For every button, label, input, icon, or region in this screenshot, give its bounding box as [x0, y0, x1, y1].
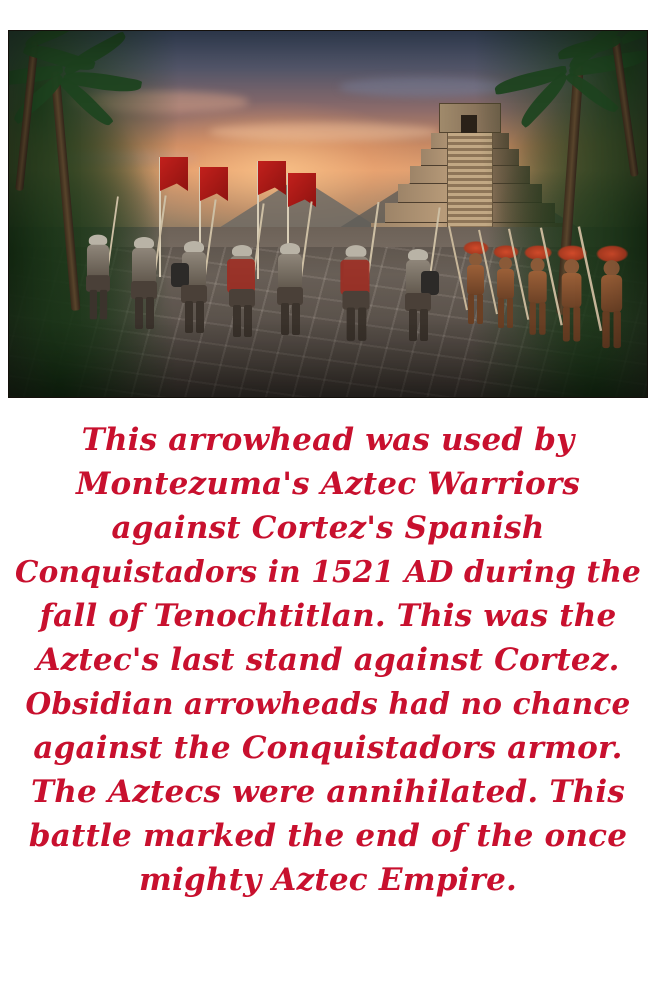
caption-line: battle marked the end of the once: [28, 818, 628, 854]
caption-line: Montezuma's Aztec Warriors: [75, 466, 580, 502]
torso: [467, 265, 484, 295]
caption-line: against the Conquistadors armor.: [33, 730, 623, 766]
leg: [100, 290, 107, 319]
caption-line: This arrowhead was used by: [81, 422, 575, 458]
conquistador: [82, 235, 113, 320]
caption-line: Conquistadors in 1521 AD during the: [14, 554, 641, 589]
red-cape: [227, 259, 255, 293]
caption-line: Aztec's last stand against Cortez.: [36, 642, 620, 678]
caption-line: mighty Aztec Empire.: [138, 862, 517, 898]
torso: [601, 275, 622, 312]
caption-line: against Cortez's Spanish: [111, 510, 545, 546]
caption-line: The Aztecs were annihilated. This: [30, 774, 626, 810]
head: [564, 259, 579, 274]
torso: [497, 269, 514, 299]
head: [604, 260, 620, 276]
tassets: [181, 285, 207, 303]
torso: [562, 273, 582, 308]
shield: [171, 263, 189, 287]
head: [531, 258, 545, 272]
shield: [421, 271, 439, 295]
tassets: [342, 291, 369, 310]
tassets: [131, 281, 157, 299]
conquistador: [127, 237, 161, 329]
leg: [90, 290, 97, 319]
tassets: [277, 287, 303, 305]
tassets: [405, 293, 431, 311]
tassets: [229, 289, 255, 307]
caption-line: fall of Tenochtitlan. This was the: [39, 598, 617, 634]
red-cape: [340, 260, 369, 295]
torso: [528, 271, 546, 303]
caption-line: Obsidian arrowheads had no chance: [25, 686, 631, 721]
ground-shading: [9, 317, 647, 397]
battle-illustration: [8, 30, 648, 398]
caption-text: [0, 418, 656, 902]
